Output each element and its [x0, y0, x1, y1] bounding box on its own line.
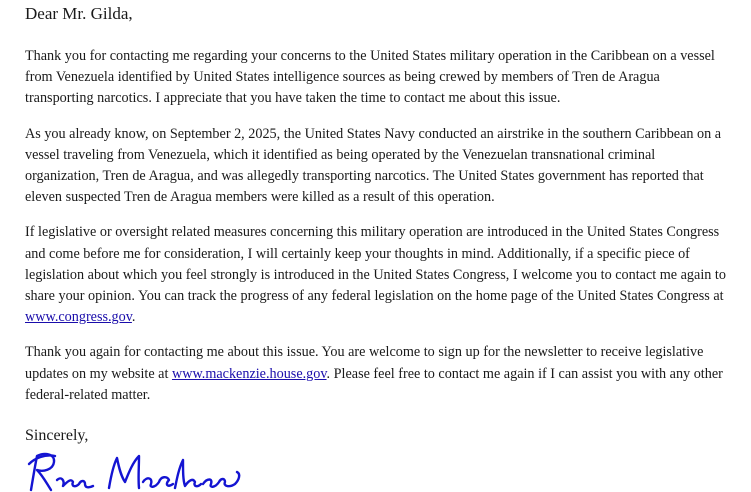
paragraph-3-text: If legislative or oversight related measures concerning this military operation are introduced in the United States Congress and come before me for consideration, I will certainly keep your thoughts in mind. Additionally, if a specific piece of legislation about which you feel strongly is introduced in the United States Congress, I welcome you to contact me again to share your opinion. You can track the progress of any federal legislation on the home page of the United States Congress at — [25, 224, 726, 305]
closing: Sincerely, — [25, 427, 89, 445]
mackenzie-house-gov-link[interactable]: www.mackenzie.house.gov — [171, 365, 327, 382]
letter-body — [25, 0, 727, 446]
paragraph-4-text: Thank you again for contacting me about this issue. You are welcome to sign up for the newsletter to receive legislative updates on my website at — [25, 344, 704, 382]
congress-gov-link[interactable]: www.congress.gov — [25, 309, 132, 326]
handwritten-signature — [25, 450, 245, 492]
paragraph-3 — [25, 222, 727, 328]
paragraph-1: Thank you for contacting me regarding your concerns to the United States military operation in the Caribbean on a vessel from Venezuela identified by United States intelligence sources as being crewed by members of Tren de Aragua transporting narcotics. I appreciate that you have taken the time to contact me about this issue. — [25, 48, 715, 107]
paragraph-4-end: . Please feel free to contact me again if I can assist you with any other federal-related matter. — [25, 365, 723, 403]
salutation: Dear Mr. Gilda, — [25, 4, 133, 23]
paragraph-2: As you already know, on September 2, 2025, the United States Navy conducted an airstrike in the southern Caribbean on a vessel traveling from Venezuela, which it identified as being operated by the Venezuelan transnational criminal organization, Tren de Aragua, and was allegedly transporting narcotics. The United States government has reported that eleven suspected Tren de Aragua members were killed as a result of this operation. — [25, 125, 722, 206]
paragraph-4 — [25, 342, 727, 406]
paragraph-3-end: . — [131, 309, 136, 326]
